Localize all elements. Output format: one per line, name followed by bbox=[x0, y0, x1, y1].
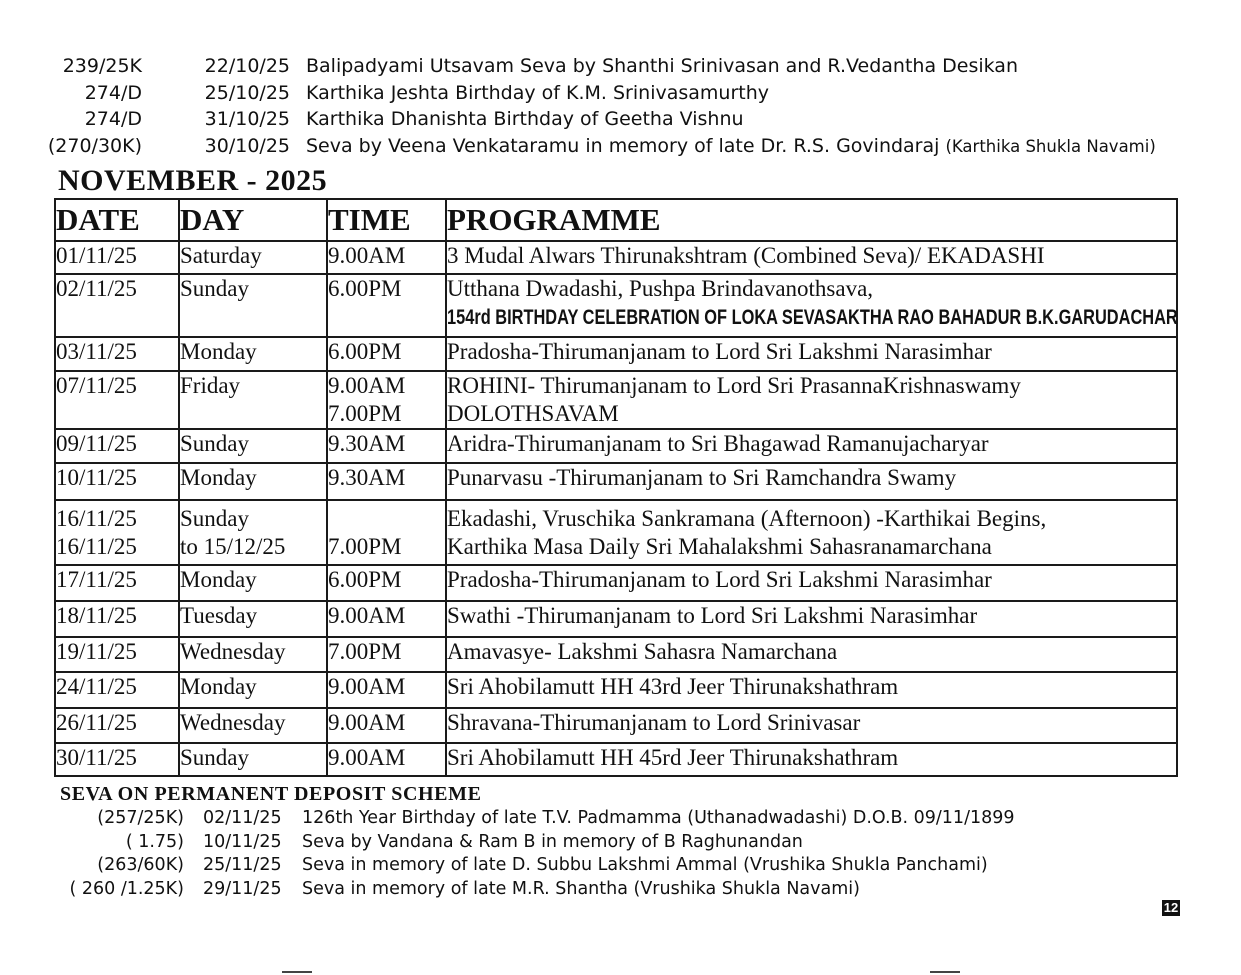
programme-cell: ROHINI- Thirumanjanam to Lord Sri PrasannaKrishnaswamy DOLOTHSAVAM bbox=[446, 371, 1177, 429]
header-programme: PROGRAMME bbox=[446, 199, 1177, 241]
seva-ref: 274/D bbox=[84, 81, 142, 104]
date-cell: 02/11/25 bbox=[55, 274, 179, 337]
time-cell: 6.00PM bbox=[327, 337, 446, 371]
permanent-deposit-title: SEVA ON PERMANENT DEPOSIT SCHEME bbox=[60, 783, 482, 805]
day-cell: Monday bbox=[179, 337, 327, 371]
day-cell: Sunday bbox=[179, 429, 327, 463]
day-cell: Sunday bbox=[179, 743, 327, 776]
crop-mark bbox=[930, 971, 960, 973]
deposit-entry bbox=[40, 832, 1140, 856]
programme-cell: Amavasye- Lakshmi Sahasra Namarchana bbox=[446, 637, 1177, 672]
month-title: NOVEMBER - 2025 bbox=[58, 164, 328, 197]
birthday-celebration-text: 154rd BIRTHDAY CELEBRATION OF LOKA SEVASAKTHA RAO BAHADUR B.K.GARUDACHAR bbox=[447, 306, 1178, 329]
programme-cell: Sri Ahobilamutt HH 45rd Jeer Thirunakshathram bbox=[446, 743, 1177, 776]
programme-cell: 3 Mudal Alwars Thirunakshtram (Combined Seva)/ EKADASHI bbox=[446, 241, 1177, 274]
time-cell: 9.30AM bbox=[327, 463, 446, 500]
deposit-ref: (263/60K) bbox=[97, 855, 184, 875]
deposit-ref: ( 260 /1.25K) bbox=[69, 878, 184, 899]
seva-entry bbox=[40, 108, 1200, 135]
seva-description: Balipadyami Utsavam Seva by Shanthi Srinivasan and R.Vedantha Desikan bbox=[306, 55, 1018, 77]
deposit-date: 10/11/25 bbox=[203, 831, 282, 852]
programme-cell: Swathi -Thirumanjanam to Lord Sri Lakshmi Narasimhar bbox=[446, 601, 1177, 637]
day-cell: Monday bbox=[179, 463, 327, 500]
deposit-description: Seva in memory of late M.R. Shantha (Vrushika Shukla Navami) bbox=[302, 878, 860, 899]
date-cell: 26/11/25 bbox=[55, 708, 179, 743]
deposit-entry bbox=[40, 855, 1140, 879]
deposit-ref: (257/25K) bbox=[97, 808, 184, 828]
day-cell: Wednesday bbox=[179, 637, 327, 672]
day-cell: Monday bbox=[179, 565, 327, 601]
programme-cell: Punarvasu -Thirumanjanam to Sri Ramchandra Swamy bbox=[446, 463, 1177, 500]
day-cell: Monday bbox=[179, 672, 327, 708]
previous-month-seva-list bbox=[40, 55, 1200, 161]
time-cell: 7.00PM bbox=[327, 637, 446, 672]
seva-ref: 239/25K bbox=[62, 55, 142, 77]
table-row bbox=[55, 463, 1177, 500]
seva-entry bbox=[40, 55, 1200, 82]
date-cell: 07/11/25 bbox=[55, 371, 179, 429]
date-cell: 03/11/25 bbox=[55, 337, 179, 371]
header-time: TIME bbox=[327, 199, 446, 241]
programme-cell: Pradosha-Thirumanjanam to Lord Sri Lakshmi Narasimhar bbox=[446, 337, 1177, 371]
programme-table bbox=[54, 198, 1178, 777]
seva-date: 31/10/25 bbox=[204, 108, 290, 130]
date-cell: 17/11/25 bbox=[55, 565, 179, 601]
time-cell: 9.30AM bbox=[327, 429, 446, 463]
programme-cell: Utthana Dwadashi, Pushpa Brindavanothsava, 154rd BIRTHDAY CELEBRATION OF LOKA SEVASAKTHA RAO BAHADUR B.K.GARUDACHAR bbox=[446, 274, 1177, 337]
table-row bbox=[55, 500, 1177, 565]
deposit-date: 25/11/25 bbox=[203, 855, 282, 875]
deposit-date: 02/11/25 bbox=[203, 808, 282, 828]
seva-date: 30/10/25 bbox=[204, 134, 290, 157]
table-row bbox=[55, 274, 1177, 337]
date-cell: 10/11/25 bbox=[55, 463, 179, 500]
date-cell: 24/11/25 bbox=[55, 672, 179, 708]
day-cell: Friday bbox=[179, 371, 327, 429]
table-row bbox=[55, 241, 1177, 274]
programme-cell: Aridra-Thirumanjanam to Sri Bhagawad Ramanujacharyar bbox=[446, 429, 1177, 463]
page-number: 12 bbox=[1163, 900, 1179, 915]
table-row bbox=[55, 565, 1177, 601]
deposit-entry bbox=[40, 808, 1140, 832]
permanent-deposit-list bbox=[40, 808, 1140, 902]
table-row bbox=[55, 708, 1177, 743]
time-cell: 9.00AM bbox=[327, 241, 446, 274]
date-cell: 18/11/25 bbox=[55, 601, 179, 637]
date-cell: 30/11/25 bbox=[55, 743, 179, 776]
time-cell: 9.00AM 7.00PM bbox=[327, 371, 446, 429]
table-row bbox=[55, 672, 1177, 708]
table-row bbox=[55, 743, 1177, 776]
seva-date: 25/10/25 bbox=[204, 81, 290, 104]
seva-date: 22/10/25 bbox=[204, 55, 290, 77]
date-cell: 01/11/25 bbox=[55, 241, 179, 274]
deposit-description: Seva in memory of late D. Subbu Lakshmi Ammal (Vrushika Shukla Panchami) bbox=[302, 855, 988, 875]
time-cell: 9.00AM bbox=[327, 708, 446, 743]
time-cell: 7.00PM bbox=[327, 500, 446, 565]
programme-cell: Ekadashi, Vruschika Sankramana (Afternoon) -Karthikai Begins, Karthika Masa Daily Sri Mahalakshmi Sahasranamarchana bbox=[446, 500, 1177, 565]
seva-description: Karthika Dhanishta Birthday of Geetha Vishnu bbox=[306, 108, 744, 130]
date-cell: 19/11/25 bbox=[55, 637, 179, 672]
table-row bbox=[55, 637, 1177, 672]
table-row bbox=[55, 337, 1177, 371]
table-row bbox=[55, 429, 1177, 463]
crop-mark bbox=[282, 971, 312, 973]
time-cell: 6.00PM bbox=[327, 565, 446, 601]
programme-cell: Shravana-Thirumanjanam to Lord Srinivasar bbox=[446, 708, 1177, 743]
day-cell: Wednesday bbox=[179, 708, 327, 743]
deposit-description: 126th Year Birthday of late T.V. Padmamma (Uthanadwadashi) D.O.B. 09/11/1899 bbox=[302, 808, 1015, 828]
deposit-ref: ( 1.75) bbox=[125, 831, 184, 852]
deposit-entry bbox=[40, 879, 1140, 903]
seva-description: Seva by Veena Venkataramu in memory of late Dr. R.S. Govindaraj (Karthika Shukla Navami) bbox=[306, 134, 1156, 157]
time-cell: 6.00PM bbox=[327, 274, 446, 337]
time-cell: 9.00AM bbox=[327, 601, 446, 637]
deposit-description: Seva by Vandana & Ram B in memory of B Raghunandan bbox=[302, 831, 803, 852]
day-cell: Sunday to 15/12/25 bbox=[179, 500, 327, 565]
day-cell: Saturday bbox=[179, 241, 327, 274]
programme-cell: Sri Ahobilamutt HH 43rd Jeer Thirunakshathram bbox=[446, 672, 1177, 708]
seva-entry bbox=[40, 135, 1200, 162]
seva-description: Karthika Jeshta Birthday of K.M. Srinivasamurthy bbox=[306, 81, 769, 104]
table-row bbox=[55, 371, 1177, 429]
table-header-row bbox=[55, 199, 1177, 241]
time-cell: 9.00AM bbox=[327, 743, 446, 776]
seva-note: (Karthika Shukla Navami) bbox=[945, 136, 1156, 156]
day-cell: Sunday bbox=[179, 274, 327, 337]
seva-entry bbox=[40, 82, 1200, 109]
seva-ref: 274/D bbox=[84, 108, 142, 130]
deposit-date: 29/11/25 bbox=[203, 878, 282, 899]
table-row bbox=[55, 601, 1177, 637]
time-cell: 9.00AM bbox=[327, 672, 446, 708]
day-cell: Tuesday bbox=[179, 601, 327, 637]
header-date: DATE bbox=[55, 199, 179, 241]
seva-ref: (270/30K) bbox=[47, 134, 142, 157]
programme-cell: Pradosha-Thirumanjanam to Lord Sri Lakshmi Narasimhar bbox=[446, 565, 1177, 601]
date-cell: 09/11/25 bbox=[55, 429, 179, 463]
header-day: DAY bbox=[179, 199, 327, 241]
date-cell: 16/11/25 16/11/25 bbox=[55, 500, 179, 565]
